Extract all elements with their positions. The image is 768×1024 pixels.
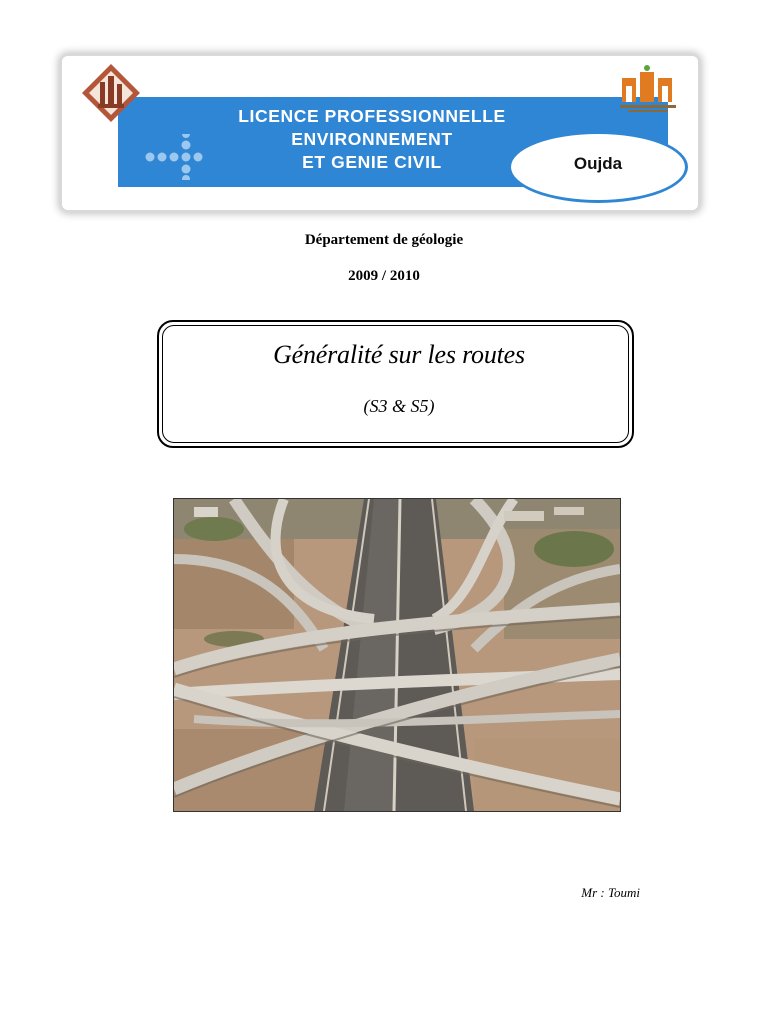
author-label: Mr : Toumi <box>581 885 640 900</box>
city-label: Oujda <box>573 154 623 173</box>
document-title: Généralité sur les routes <box>273 340 525 369</box>
program-title <box>182 105 562 174</box>
header-banner <box>62 56 698 210</box>
highway-interchange-photo <box>173 498 621 812</box>
university-emblem-icon <box>80 62 142 124</box>
department-label: Département de géologie <box>304 232 464 248</box>
document-subtitle: (S3 & S5) <box>363 396 435 416</box>
academic-year: 2009 / 2010 <box>348 268 420 284</box>
program-title-line-2: ENVIRONNEMENT <box>291 129 453 149</box>
faculty-logo-icon <box>618 64 680 114</box>
program-title-line-1: LICENCE PROFESSIONNELLE <box>238 106 506 126</box>
program-title-line-3: ET GENIE CIVIL <box>302 152 442 172</box>
